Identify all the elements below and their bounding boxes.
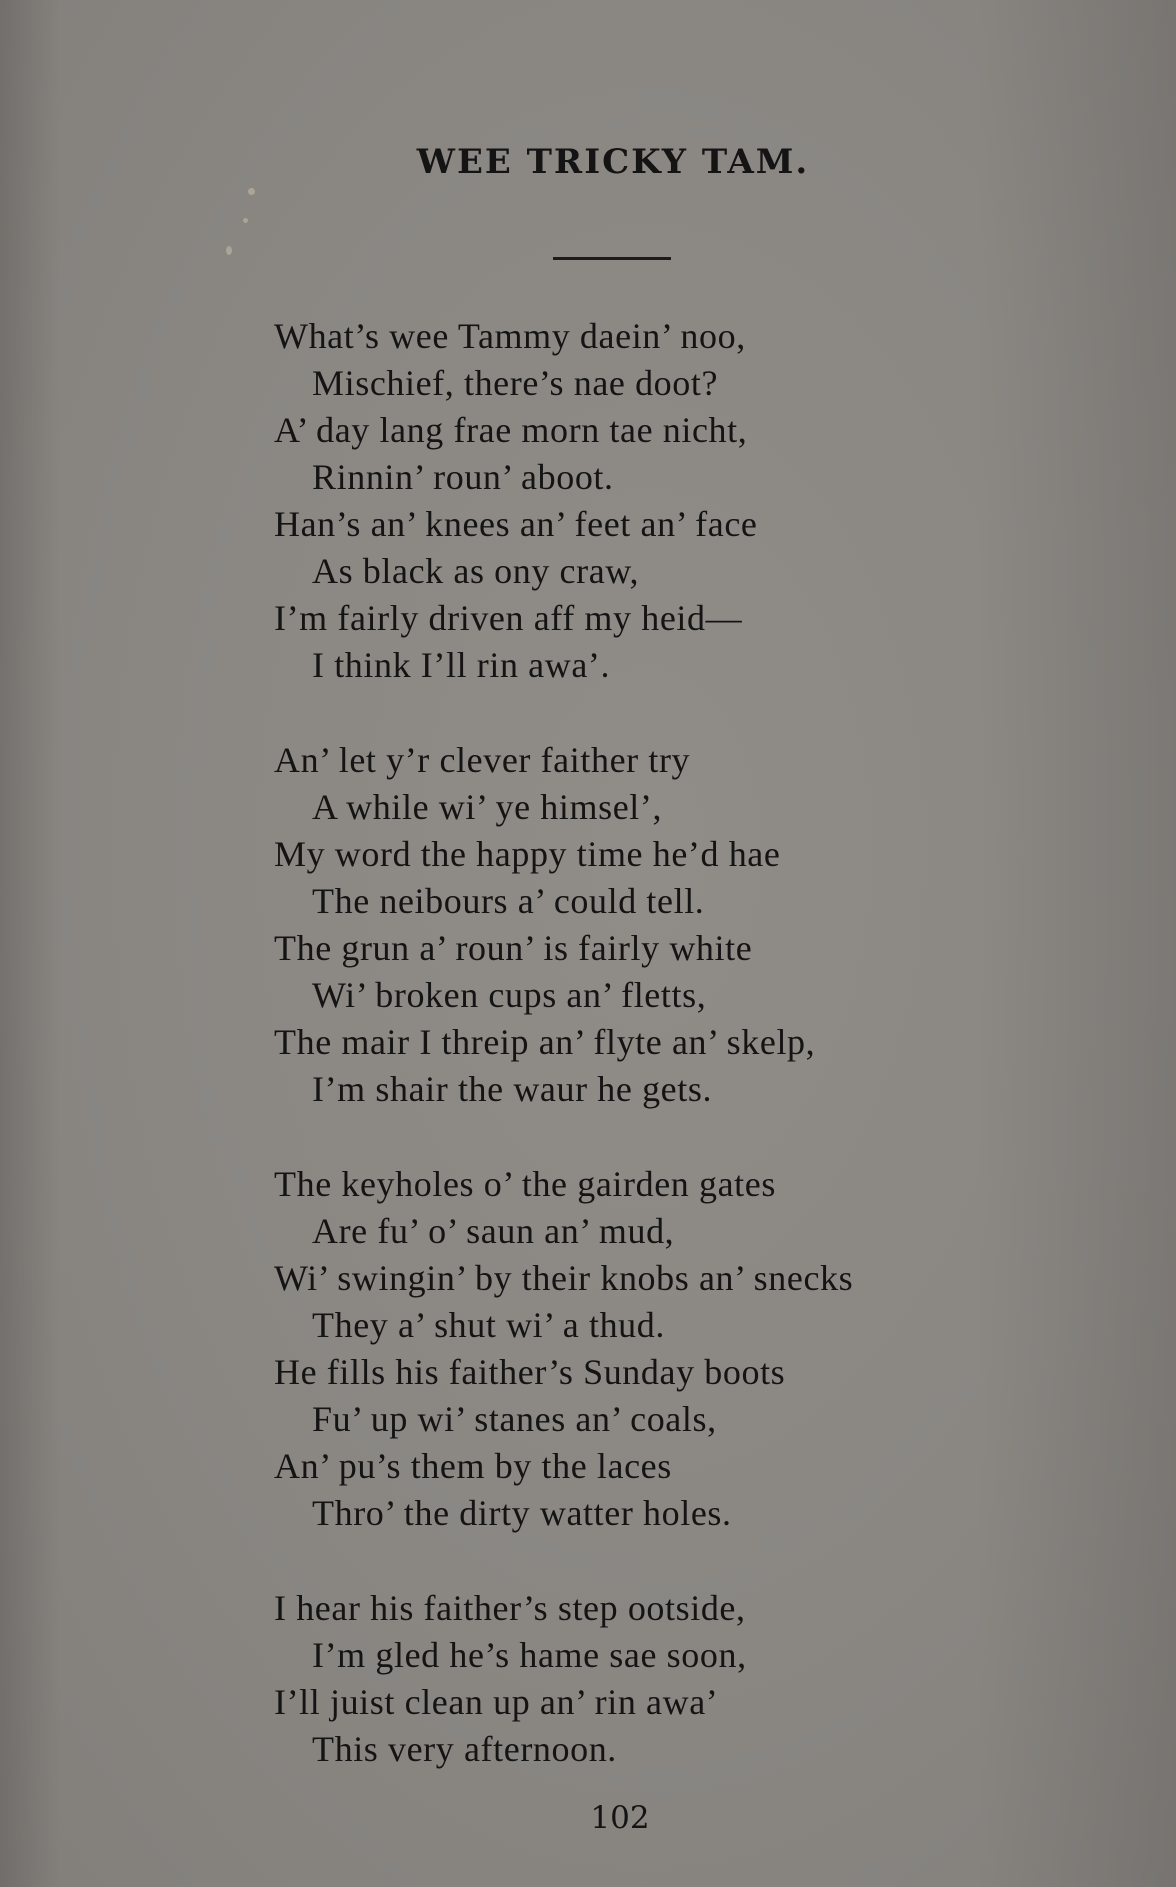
stanza	[274, 1161, 1074, 1537]
poem-line: I’m gled he’s hame sae soon,	[312, 1635, 747, 1675]
poem-line: The neibours a’ could tell.	[312, 881, 705, 921]
poem-line: An’ let y’r clever faither try	[274, 740, 691, 780]
poem-line: My word the happy time he’d hae	[274, 834, 781, 874]
stanza	[274, 737, 1074, 1113]
page-gutter-shadow	[0, 0, 60, 1887]
poem-line: I’ll juist clean up an’ rin awa’	[274, 1682, 719, 1722]
poem-line: Mischief, there’s nae doot?	[312, 363, 719, 403]
poem-line: Thro’ the dirty watter holes.	[312, 1493, 732, 1533]
poem-line: They a’ shut wi’ a thud.	[312, 1305, 665, 1345]
poem-line: As black as ony craw,	[312, 551, 640, 591]
poem-line: A’ day lang frae morn tae nicht,	[274, 410, 748, 450]
poem-line: I’m fairly driven aff my heid—	[274, 598, 743, 638]
poem-line: He fills his faither’s Sunday boots	[274, 1352, 786, 1392]
page-number: 102	[590, 1800, 650, 1836]
paper-speck	[248, 188, 255, 195]
poem-line: A while wi’ ye himsel’,	[312, 787, 663, 827]
poem-body	[274, 313, 1074, 1821]
poem-line: I hear his faither’s step ootside,	[274, 1588, 746, 1628]
poem-line: Are fu’ o’ saun an’ mud,	[312, 1211, 675, 1251]
poem-line: I’m shair the waur he gets.	[312, 1069, 713, 1109]
poem-line: Wi’ broken cups an’ fletts,	[312, 975, 707, 1015]
title-divider	[553, 257, 671, 260]
poem-line: Rinnin’ roun’ aboot.	[312, 457, 614, 497]
poem-line: The keyholes o’ the gairden gates	[274, 1164, 776, 1204]
poem-line: The grun a’ roun’ is fairly white	[274, 928, 753, 968]
stanza	[274, 313, 1074, 689]
poem-line: The mair I threip an’ flyte an’ skelp,	[274, 1022, 816, 1062]
paper-speck	[243, 218, 248, 223]
poem-line: Han’s an’ knees an’ feet an’ face	[274, 504, 758, 544]
poem-line: An’ pu’s them by the laces	[274, 1446, 672, 1486]
poem-title: WEE TRICKY TAM.	[416, 142, 810, 182]
paper-speck	[226, 246, 232, 255]
poem-line: I think I’ll rin awa’.	[312, 645, 611, 685]
poem-line: Fu’ up wi’ stanes an’ coals,	[312, 1399, 717, 1439]
stanza	[274, 1585, 1074, 1773]
poem-line: What’s wee Tammy daein’ noo,	[274, 316, 746, 356]
poem-line: Wi’ swingin’ by their knobs an’ snecks	[274, 1258, 854, 1298]
poem-line: This very afternoon.	[312, 1729, 617, 1769]
